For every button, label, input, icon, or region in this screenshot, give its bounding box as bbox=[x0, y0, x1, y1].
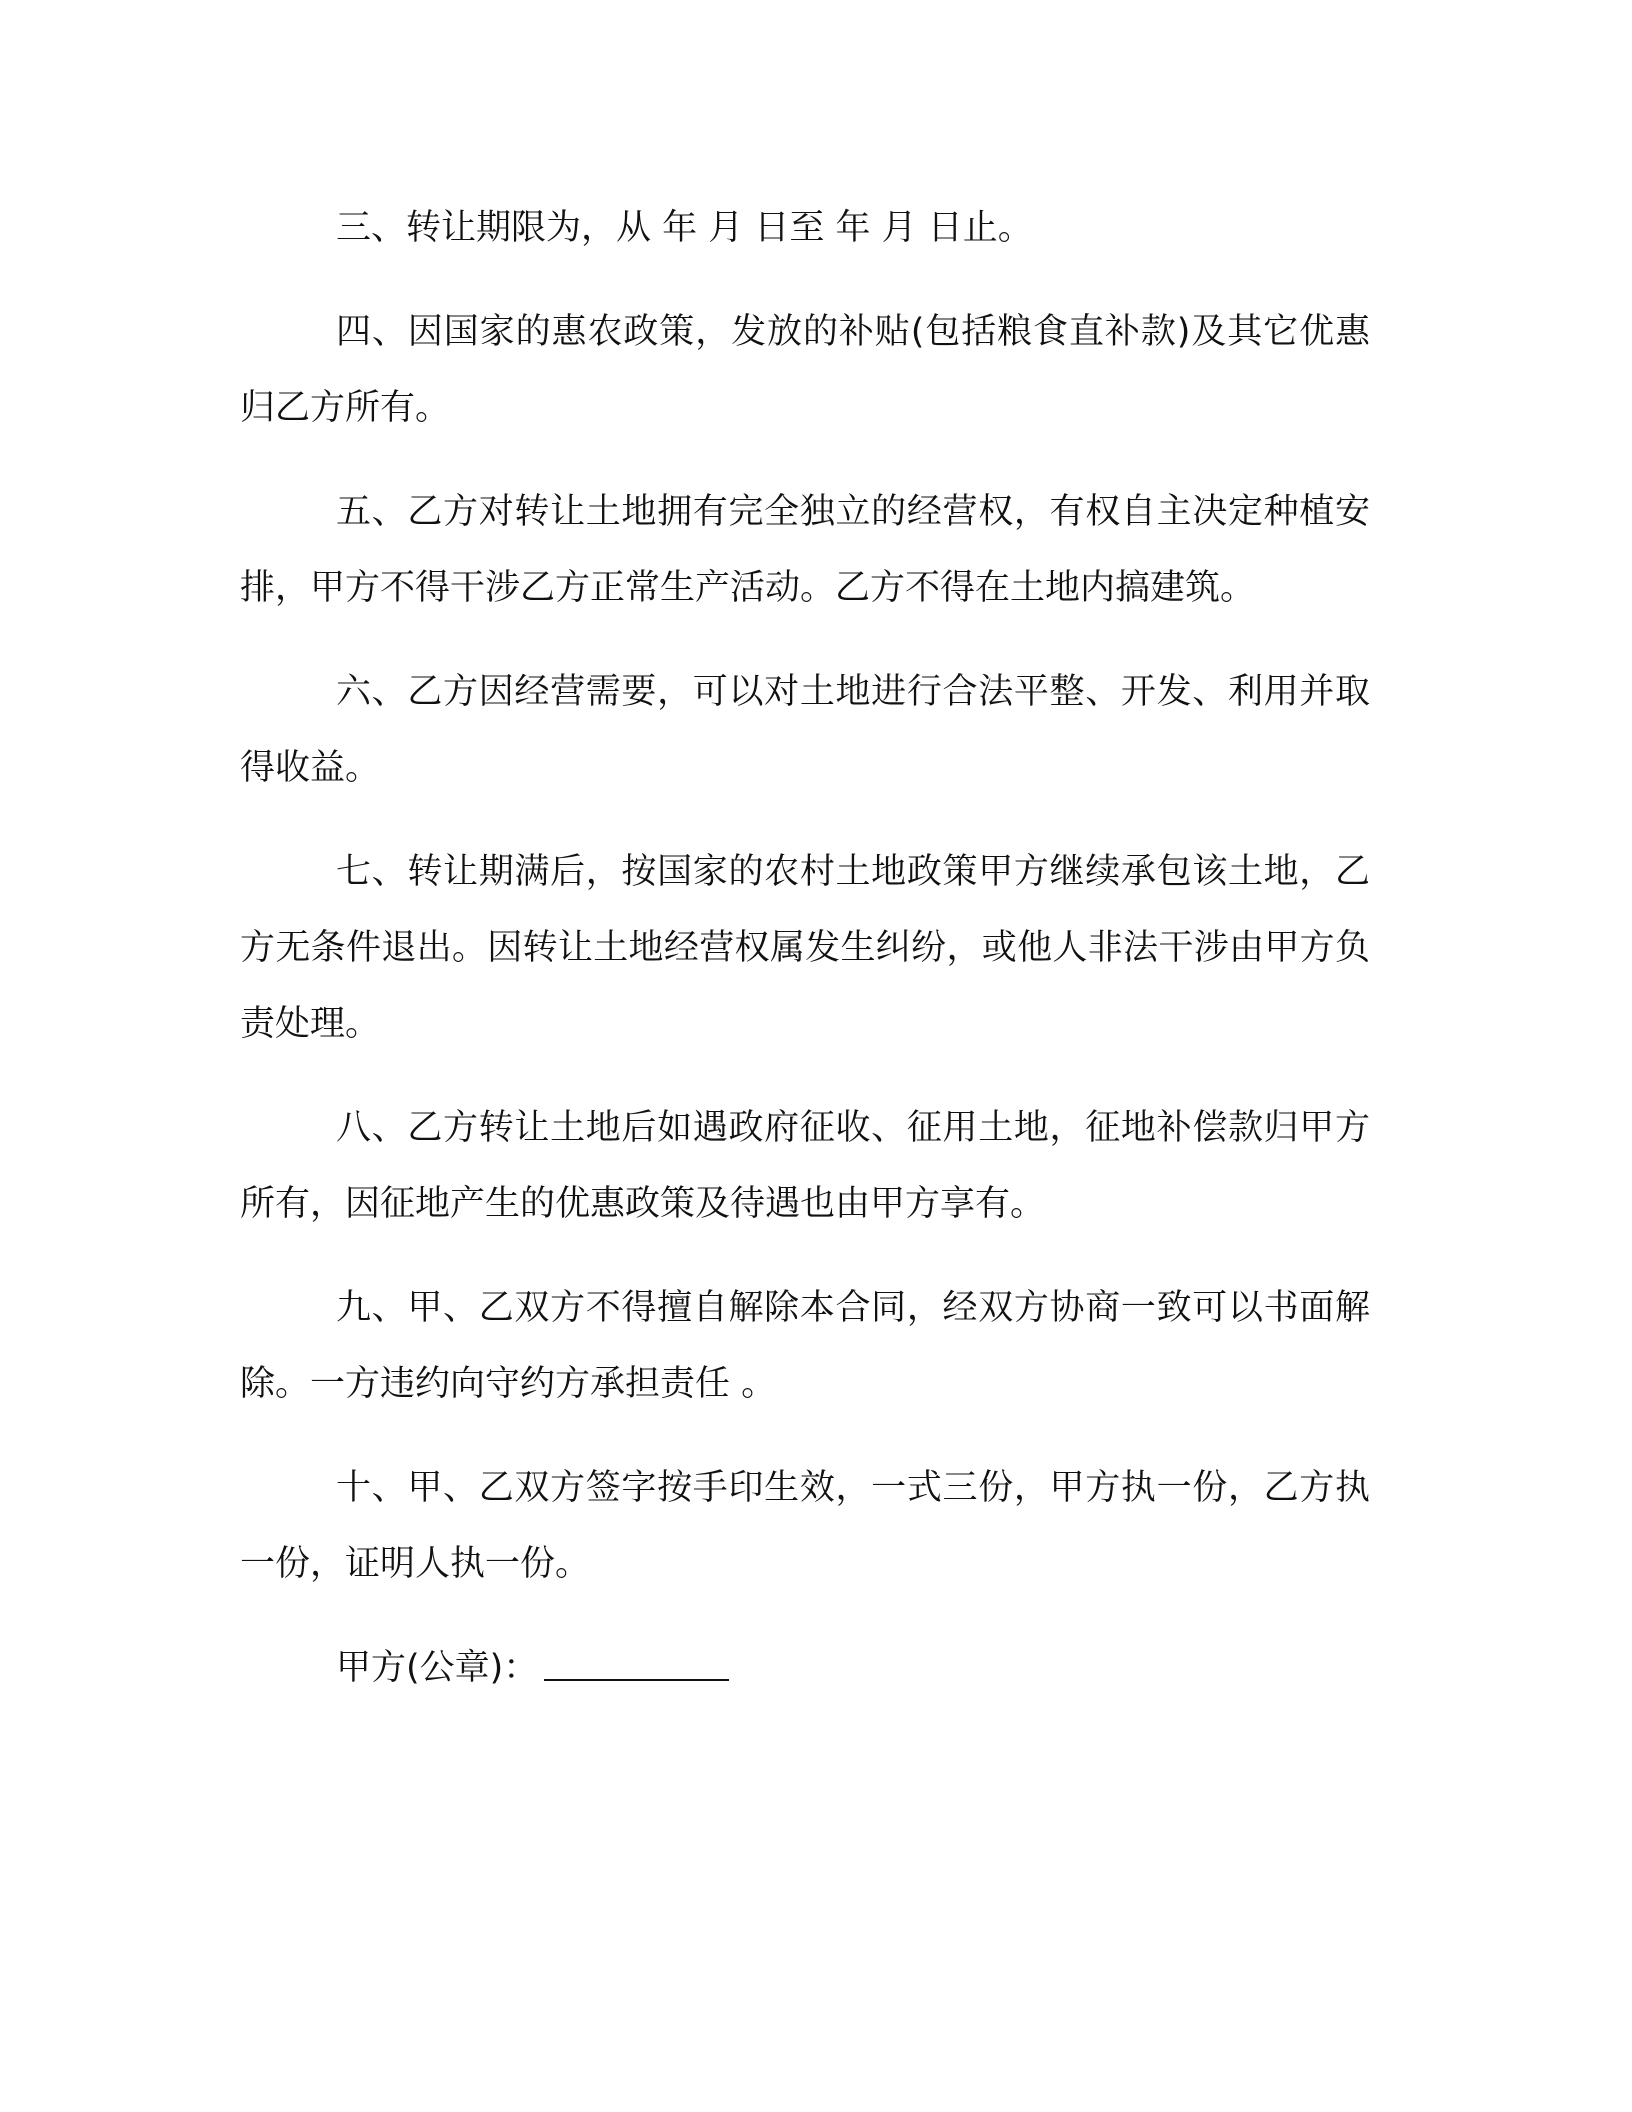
clause-7: 七、转让期满后，按国家的农村土地政策甲方继续承包该土地，乙方无条件退出。因转让土地经营权属发生纠纷，或他人非法干涉由甲方负责处理。 bbox=[240, 852, 1370, 1044]
clause-10: 十、甲、乙双方签字按手印生效，一式三份，甲方执一份，乙方执一份，证明人执一份。 bbox=[240, 1468, 1370, 1584]
clause-3: 三、转让期限为，从 年 月 日至 年 月 日止。 bbox=[336, 208, 1033, 248]
party-a-seal-label: 甲方(公章)： bbox=[336, 1648, 539, 1688]
clause-5: 五、乙方对转让土地拥有完全独立的经营权，有权自主决定种植安排，甲方不得干涉乙方正常生产活动。乙方不得在土地内搞建筑。 bbox=[240, 492, 1370, 608]
clause-8: 八、乙方转让土地后如遇政府征收、征用土地，征地补偿款归甲方所有，因征地产生的优惠政策及待遇也由甲方享有。 bbox=[240, 1108, 1370, 1224]
signature-blank bbox=[544, 1645, 729, 1681]
party-a-signature-line bbox=[240, 1630, 1370, 1706]
clause-6: 六、乙方因经营需要，可以对土地进行合法平整、开发、利用并取得收益。 bbox=[240, 672, 1370, 788]
clause-9: 九、甲、乙双方不得擅自解除本合同，经双方协商一致可以书面解除。一方违约向守约方承担责任 。 bbox=[240, 1288, 1370, 1404]
clause-4: 四、因国家的惠农政策，发放的补贴(包括粮食直补款)及其它优惠归乙方所有。 bbox=[240, 312, 1370, 428]
contract-body bbox=[240, 190, 1370, 1706]
